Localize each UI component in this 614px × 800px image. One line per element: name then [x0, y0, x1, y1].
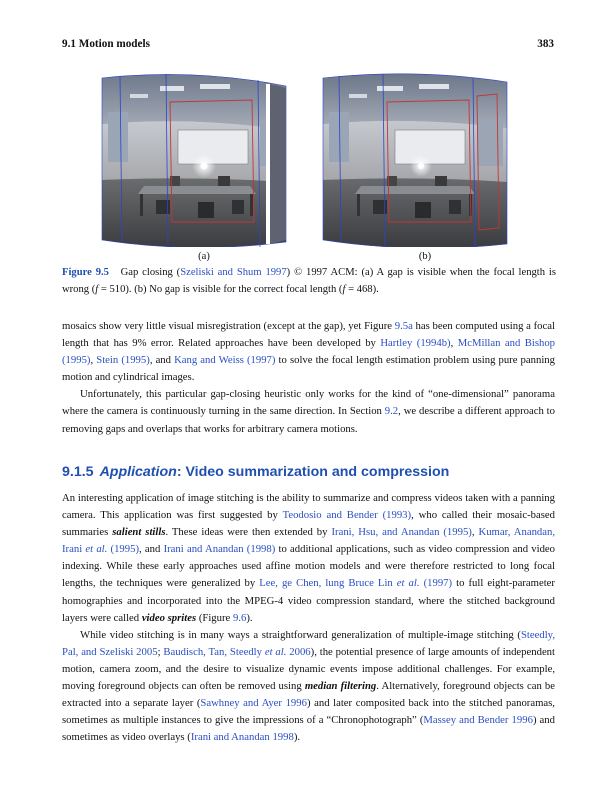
paragraph-3 — [62, 490, 555, 627]
paragraph-1 — [62, 318, 555, 386]
subsection-heading — [62, 464, 555, 480]
citation-text: (1997) — [419, 577, 453, 590]
citation-link[interactable]: Steedly, Pal, and Szeliski 2005 — [62, 628, 555, 658]
citation-link[interactable]: Stein (1995) — [96, 354, 150, 367]
paragraph-2 — [62, 386, 555, 437]
body-top — [62, 318, 555, 438]
text: , — [471, 526, 479, 539]
citation-link[interactable]: Massey and Bender 1996 — [423, 714, 533, 727]
running-head — [62, 38, 554, 54]
figure-9-5 — [100, 72, 515, 260]
citation-link[interactable] — [259, 577, 452, 589]
text: , — [90, 354, 97, 367]
math-f: f — [342, 284, 346, 295]
panorama-image-b — [321, 72, 509, 247]
text: While video stitching is in many ways a straightforward generalization of multiple-image stitching ( — [80, 628, 521, 641]
citation-link[interactable]: Szeliski and Shum 1997 — [180, 267, 287, 278]
figure-label: Figure 9.5 — [62, 267, 109, 278]
subsection-title: : Video summarization and compression — [176, 464, 450, 480]
subsection-number: 9.1.5 — [62, 464, 94, 480]
text: , we describe a different approach to removing gaps and overlaps that works for arbitrary camera motions. — [62, 405, 555, 435]
figure-ref-link[interactable]: 9.6 — [232, 611, 247, 624]
panel-b-label: (b) — [418, 251, 432, 262]
text: mosaics show very little visual misregistration (except at the gap), yet Figure — [62, 320, 395, 332]
caption-text: Gap closing ( — [120, 267, 181, 278]
caption-text: ) © 1997 ACM: (a) A gap is visible when the focal length is wrong ( — [62, 267, 556, 295]
caption-text: = 510). (b) No gap is visible for the correct focal length ( — [98, 284, 343, 295]
text: , and — [149, 354, 175, 367]
running-head-section: 9.1 Motion models — [62, 38, 150, 50]
citation-text: 2006 — [286, 645, 311, 658]
text: ; — [157, 645, 164, 658]
figure-ref-link[interactable]: 9.5a — [394, 320, 413, 332]
citation-text: (1995) — [107, 543, 140, 556]
text: to additional applications, such as video compression and video indexing. While these early approaches used affine motion models and were therefore restricted to long focal lengths, the techniques were generalized by — [62, 543, 556, 590]
figure-panel-b — [321, 72, 509, 262]
citation-link[interactable]: Irani and Anandan 1998 — [190, 731, 294, 744]
text: , — [450, 337, 458, 350]
figure-panel-a — [100, 72, 288, 262]
text: ). — [293, 731, 301, 744]
citation-text: Baudisch, Tan, Steedly — [163, 645, 265, 658]
text: to full eight-parameter homographies and incorporated into the MPEG-4 video compression standard, where the stitched background layers were called — [62, 577, 555, 624]
text: , and — [139, 543, 164, 556]
citation-link[interactable]: Sawhney and Ayer 1996 — [200, 697, 307, 710]
section-ref-link[interactable]: 9.2 — [384, 405, 399, 418]
text: to solve the focal length estimation problem using pure panning motion and cylindrical images. — [62, 354, 555, 384]
citation-text: Kumar, Anandan, Irani — [62, 526, 556, 556]
text: , who called their mosaic-based summaries — [62, 509, 555, 539]
panorama-image-a — [100, 72, 288, 247]
text: . These ideas were then extended by — [165, 526, 332, 539]
citation-link[interactable] — [163, 646, 310, 658]
citation-link[interactable]: McMillan and Bishop (1995) — [62, 337, 556, 367]
emphasis: video sprites — [141, 611, 197, 624]
page-number: 383 — [537, 38, 554, 50]
citation-text: Lee, ge Chen, lung Bruce Lin — [259, 577, 397, 590]
text: An interesting application of image stitching is the ability to summarize and compress videos taken with a panning camera. This application was first suggested by — [62, 492, 555, 522]
subsection-app-word: Application — [99, 464, 177, 480]
text: ) and later composited back into the stitched panoramas, sometimes as multiple instances to give the impressions of a “Chronophotograph” ( — [62, 697, 555, 727]
citation-link[interactable]: Kang and Weiss (1997) — [174, 354, 276, 367]
math-f: f — [95, 284, 99, 295]
citation-link[interactable]: Irani, Hsu, and Anandan (1995) — [331, 526, 472, 539]
caption-text: = 468). — [345, 284, 379, 295]
figure-caption — [62, 264, 556, 298]
citation-link[interactable]: Irani and Anandan (1998) — [163, 543, 276, 556]
citation-text: et al. — [85, 543, 108, 556]
text: ). — [246, 611, 253, 624]
text: . Alternatively, foreground objects can be extracted into a separate layer ( — [62, 680, 556, 710]
body-bottom — [62, 490, 555, 746]
citation-link[interactable]: Hartley (1994b) — [380, 337, 451, 350]
citation-link[interactable]: Teodosio and Bender (1993) — [282, 509, 412, 522]
text: Unfortunately, this particular gap-closing heuristic only works for the kind of “one-dimensional” panorama where the camera is continuously turning in the same direction. In Section — [62, 388, 555, 418]
text: has been computed using a focal length that has 9% error. Related approaches have been developed by — [62, 320, 555, 350]
text: ), the potential presence of large amounts of independent motion, camera zoom, and the desire to visualize dynamic events impose additional challenges. For example, moving foreground objects can often be removed using — [62, 645, 555, 693]
paragraph-4 — [62, 627, 555, 747]
emphasis: median filtering — [304, 680, 377, 693]
citation-text: et al. — [264, 645, 287, 658]
text: (Figure — [196, 611, 233, 624]
citation-text: et al. — [396, 577, 420, 590]
text: ) and sometimes as video overlays ( — [62, 714, 555, 744]
emphasis: salient stills — [112, 526, 166, 539]
panel-a-label: (a) — [198, 251, 210, 262]
